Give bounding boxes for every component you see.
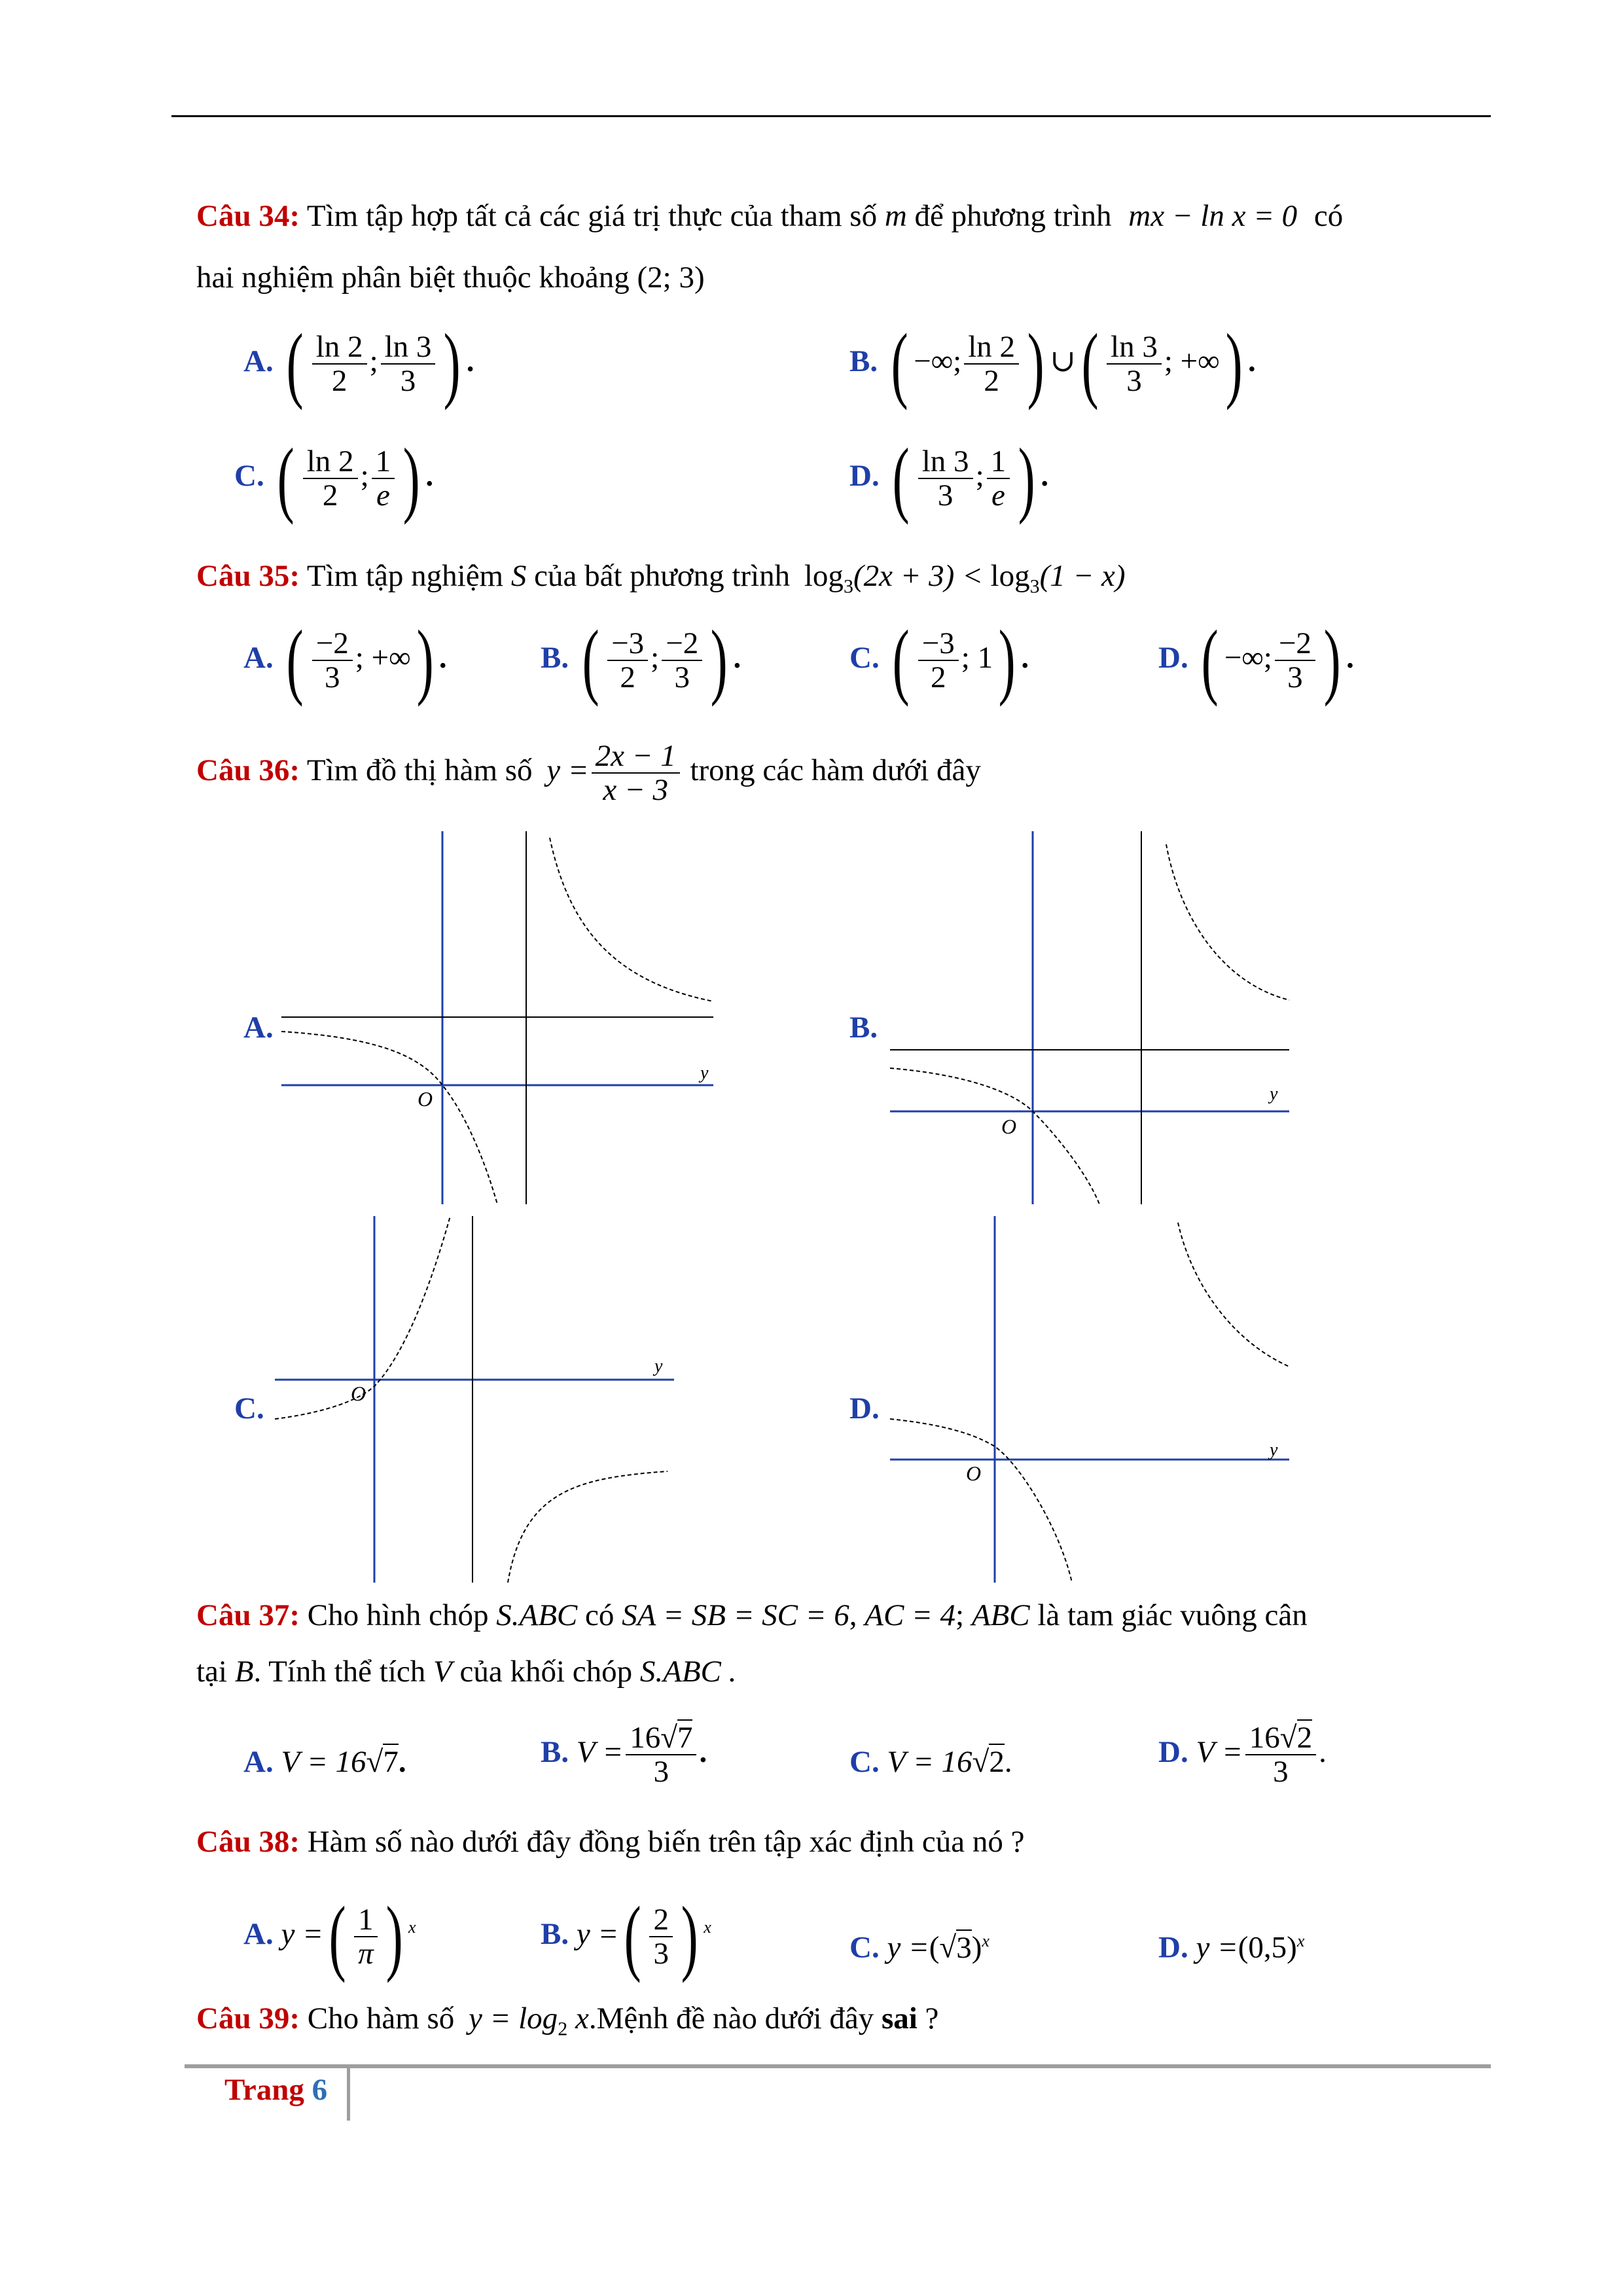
- origin-label: O: [351, 1382, 366, 1405]
- axis-label: y: [1270, 1440, 1278, 1460]
- q35-line1: Câu 35: Tìm tập nghiệm S của bất phương trình $\log_3(2x + 3) < \log_3(1 - x)$: [196, 559, 1126, 598]
- origin-label: O: [1001, 1115, 1017, 1138]
- axis-label: y: [654, 1356, 663, 1376]
- q34-line1: Câu 34: Tìm tập hợp tất cả các giá trị thực của tham số m để phương trình mx − ln x = 0 có: [196, 199, 1344, 233]
- q39-line1: Câu 39: Cho hàm số $y = \log_2$ x.Mệnh đề nào dưới đây sai ?: [196, 2001, 939, 2040]
- q37-option-b[interactable]: B. V = $\frac{16√7}{3}$ .: [541, 1721, 707, 1789]
- axis-label: y: [700, 1063, 709, 1083]
- q37-option-d[interactable]: D. V = $\frac{16√2}{3}$ .: [1158, 1721, 1327, 1789]
- q36-option-c-label[interactable]: C.: [234, 1391, 264, 1426]
- q36-graph-d[interactable]: [890, 1216, 1296, 1583]
- axis-label: y: [1270, 1084, 1278, 1104]
- q35-option-d[interactable]: D. ( −∞; $\frac{-2}{3}$ ) .: [1158, 613, 1354, 708]
- q37-line1: Câu 37: Cho hình chóp S.ABC có SA = SB = SC = 6, AC = 4; ABC là tam giác vuông cân: [196, 1598, 1308, 1632]
- q36-graph-c[interactable]: [275, 1216, 681, 1583]
- origin-label: O: [418, 1087, 433, 1111]
- q36-graph-b[interactable]: [890, 831, 1296, 1204]
- q37-line2: tại B. Tính thể tích V của khối chóp S.ABC .: [196, 1655, 737, 1689]
- q34-option-c[interactable]: C. ( $\frac{\ln 2}{2}$ ; $\frac{1}{e}$ ) .: [234, 431, 434, 526]
- q34-option-b[interactable]: B. ( −∞; $\frac{\ln 2}{2}$ ) ∪( $\frac{\ln 3}{3}$ ; +∞) .: [849, 317, 1256, 411]
- page-footer: Trang 6: [224, 2073, 328, 2107]
- top-rule: [171, 115, 1491, 117]
- q36-line1: Câu 36: Tìm đồ thị hàm số y = $\frac{2x - 1}{x - 3}$ trong các hàm dưới đây: [196, 739, 981, 807]
- q36-graph-a[interactable]: [275, 831, 733, 1204]
- q38-option-d[interactable]: D. $y =(0,5)^x$: [1158, 1930, 1305, 1965]
- q34-line2: hai nghiệm phân biệt thuộc khoảng (2; 3): [196, 260, 705, 295]
- q36-option-d-label[interactable]: D.: [849, 1391, 880, 1426]
- q34-option-a[interactable]: A. ( $\frac{\ln 2}{2}$ ; $\frac{\ln 3}{3}$ ) .: [243, 317, 474, 411]
- q38-option-c[interactable]: C. $y =(√3)^x$: [849, 1930, 990, 1965]
- q37-option-a[interactable]: A. V = 16√7.: [243, 1745, 406, 1779]
- q37-option-c[interactable]: C. V = 16√2.: [849, 1745, 1012, 1779]
- q36-option-a-label[interactable]: A.: [243, 1011, 274, 1045]
- q35-option-c[interactable]: C. ( $\frac{-3}{2}$ ; 1) .: [849, 613, 1029, 708]
- q35-option-a[interactable]: A. ( $\frac{-2}{3}$ ; +∞) .: [243, 613, 447, 708]
- q34-option-d[interactable]: D. ( $\frac{\ln 3}{3}$ ; $\frac{1}{e}$ ) .: [849, 431, 1049, 526]
- q35-option-b[interactable]: B. ( $\frac{-3}{2}$ ; $\frac{-2}{3}$ ) .: [541, 613, 741, 708]
- footer-rule: [185, 2064, 1491, 2068]
- q34-label: Câu 34:: [196, 199, 300, 233]
- q38-option-b[interactable]: B. y =( $\frac{2}{3}$ ) $^x$: [541, 1890, 711, 1984]
- q38-option-a[interactable]: A. y =( $\frac{1}{\pi}$ ) $^x$: [243, 1890, 416, 1984]
- q36-option-b-label[interactable]: B.: [849, 1011, 878, 1045]
- origin-label: O: [966, 1462, 982, 1485]
- page-number: 6: [312, 2073, 328, 2107]
- q38-line1: Câu 38: Hàm số nào dưới đây đồng biến trên tập xác định của nó ?: [196, 1825, 1025, 1859]
- footer-divider: [347, 2068, 350, 2121]
